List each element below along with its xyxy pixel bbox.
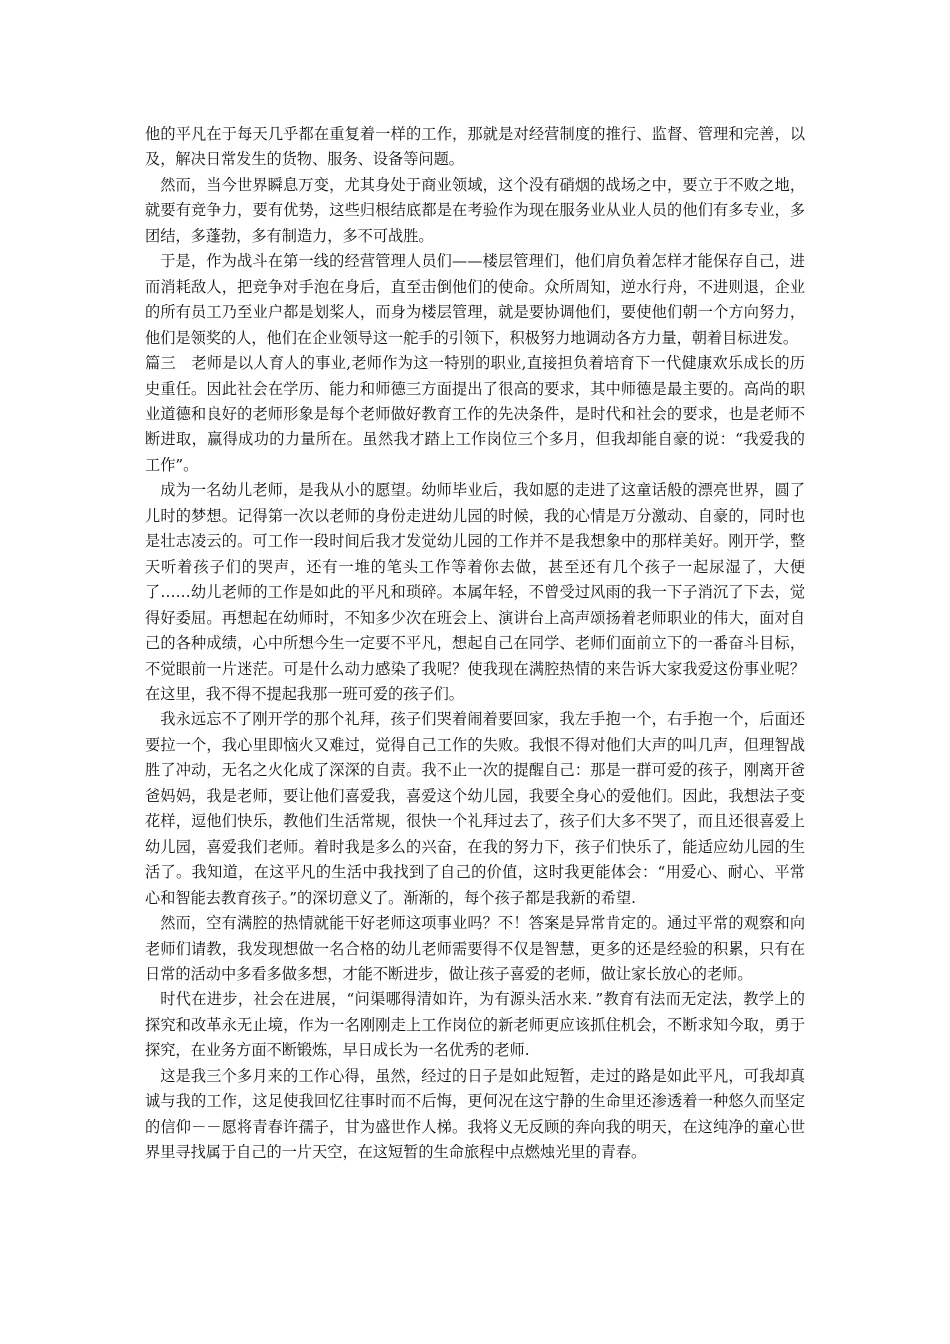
paragraph-3: 于是，作为战斗在第一线的经营管理人员们——楼层管理们，他们肩负着怎样才能保存自己，进而消耗敌人，把竞争对手泡在身后，直至击倒他们的使命。众所周知，逆水行舟，不进则退，企业的所有员工乃至业户都是划桨人，而身为楼层管理，就是要协调他们，要使他们朝一个方向努力，他们是领奖的人，他们在企业领导这一舵手的引领下，积极努力地调动各方力量，朝着目标进发。 xyxy=(145,252,805,347)
paragraph-8: 时代在进步，社会在进展，“问渠哪得清如许，为有源头活水来．”教育有法而无定法，教学上的探究和改革永无止境，作为一名刚刚走上工作岗位的新老师更应该抓住机会，不断求知今取，勇于探究，在业务方面不断锻炼，早日成长为一名优秀的老师. xyxy=(145,990,805,1060)
paragraph-1: 他的平凡在于每天几乎都在重复着一样的工作，那就是对经营制度的推行、监督、管理和完善，以及，解决日常发生的货物、服务、设备等问题。 xyxy=(145,125,805,169)
paragraph-5: 成为一名幼儿老师，是我从小的愿望。幼师毕业后，我如愿的走进了这童话般的漂亮世界，圆了儿时的梦想。记得第一次以老师的身份走进幼儿园的时候，我的心情是万分激动、自豪的，同时也是壮志凌云的。可工作一段时间后我才发觉幼儿园的工作并不是我想象中的那样美好。刚开学，整天听着孩子们的哭声，还有一堆的笔头工作等着你去做，甚至还有几个孩子一起尿湿了，大便了……幼儿老师的工作是如此的平凡和琐碎。本属年轻，不曾受过风雨的我一下子消沉了下去，觉得好委屈。再想起在幼师时，不知多少次在班会上、演讲台上高声颂扬着老师职业的伟大，面对自己的各种成绩，心中所想今生一定要不平凡，想起自己在同学、老师们面前立下的一番奋斗目标，不觉眼前一片迷茫。可是什么动力感染了我呢？使我现在满腔热情的来告诉大家我爱这份事业呢？在这里，我不得不提起我那一班可爱的孩子们。 xyxy=(145,481,805,703)
document-page xyxy=(145,122,805,1166)
paragraph-4-section-three: 篇三 老师是以人育人的事业,老师作为这一特别的职业,直接担负着培育下一代健康欢乐成长的历史重任。因此社会在学历、能力和师德三方面提出了很高的要求，其中师德是最主要的。高尚的职业道德和良好的老师形象是每个老师做好教育工作的先决条件，是时代和社会的要求，也是老师不断进取，赢得成功的力量所在。虽然我才踏上工作岗位三个多月，但我却能自豪的说：“我爱我的工作”。 xyxy=(145,354,805,474)
paragraph-9: 这是我三个多月来的工作心得，虽然，经过的日子是如此短暂，走过的路是如此平凡，可我却真诚与我的工作，这足使我回忆往事时而不后悔，更何况在这宁静的生命里还渗透着一种悠久而坚定的信仰－－愿将青春许孺子，甘为盛世作人梯。我将义无反顾的奔向我的明天，在这纯净的童心世界里寻找属于自己的一片天空，在这短暂的生命旅程中点燃烛光里的青春。 xyxy=(145,1066,805,1162)
paragraph-6: 我永远忘不了刚开学的那个礼拜，孩子们哭着闹着要回家，我左手抱一个，右手抱一个，后面还要拉一个，我心里即恼火又难过，觉得自己工作的失败。我恨不得对他们大声的叫几声，但理智战胜了冲动，无名之火化成了深深的自责。我不止一次的提醒自己：那是一群可爱的孩子，刚离开爸爸妈妈，我是老师，要让他们喜爱我，喜爱这个幼儿园，我要全身心的爱他们。因此，我想法子变花样，逗他们快乐，教他们生活常规，很快一个礼拜过去了，孩子们大多不哭了，而且还很喜爱上幼儿园，喜爱我们老师。着时我是多么的兴奋，在我的努力下，孩子们快乐了，能适应幼儿园的生活了。我知道，在这平凡的生活中我找到了自己的价值，这时我更能体会：“用爱心、耐心、平常心和智能去教育孩子。”的深切意义了。渐渐的，每个孩子都是我新的希望. xyxy=(145,710,805,907)
paragraph-7: 然而，空有满腔的热情就能干好老师这项事业吗？不！答案是异常肯定的。通过平常的观察和向老师们请教，我发现想做一名合格的幼儿老师需要得不仅是智慧，更多的还是经验的积累，只有在日常的活动中多看多做多想，才能不断进步，做让孩子喜爱的老师，做让家长放心的老师。 xyxy=(145,914,805,983)
paragraph-2: 然而，当今世界瞬息万变，尤其身处于商业领域，这个没有硝烟的战场之中，要立于不败之地，就要有竞争力，要有优势，这些归根结底都是在考验作为现在服务业从业人员的他们有多专业，多团结，多蓬勃，多有制造力，多不可战胜。 xyxy=(145,175,805,245)
